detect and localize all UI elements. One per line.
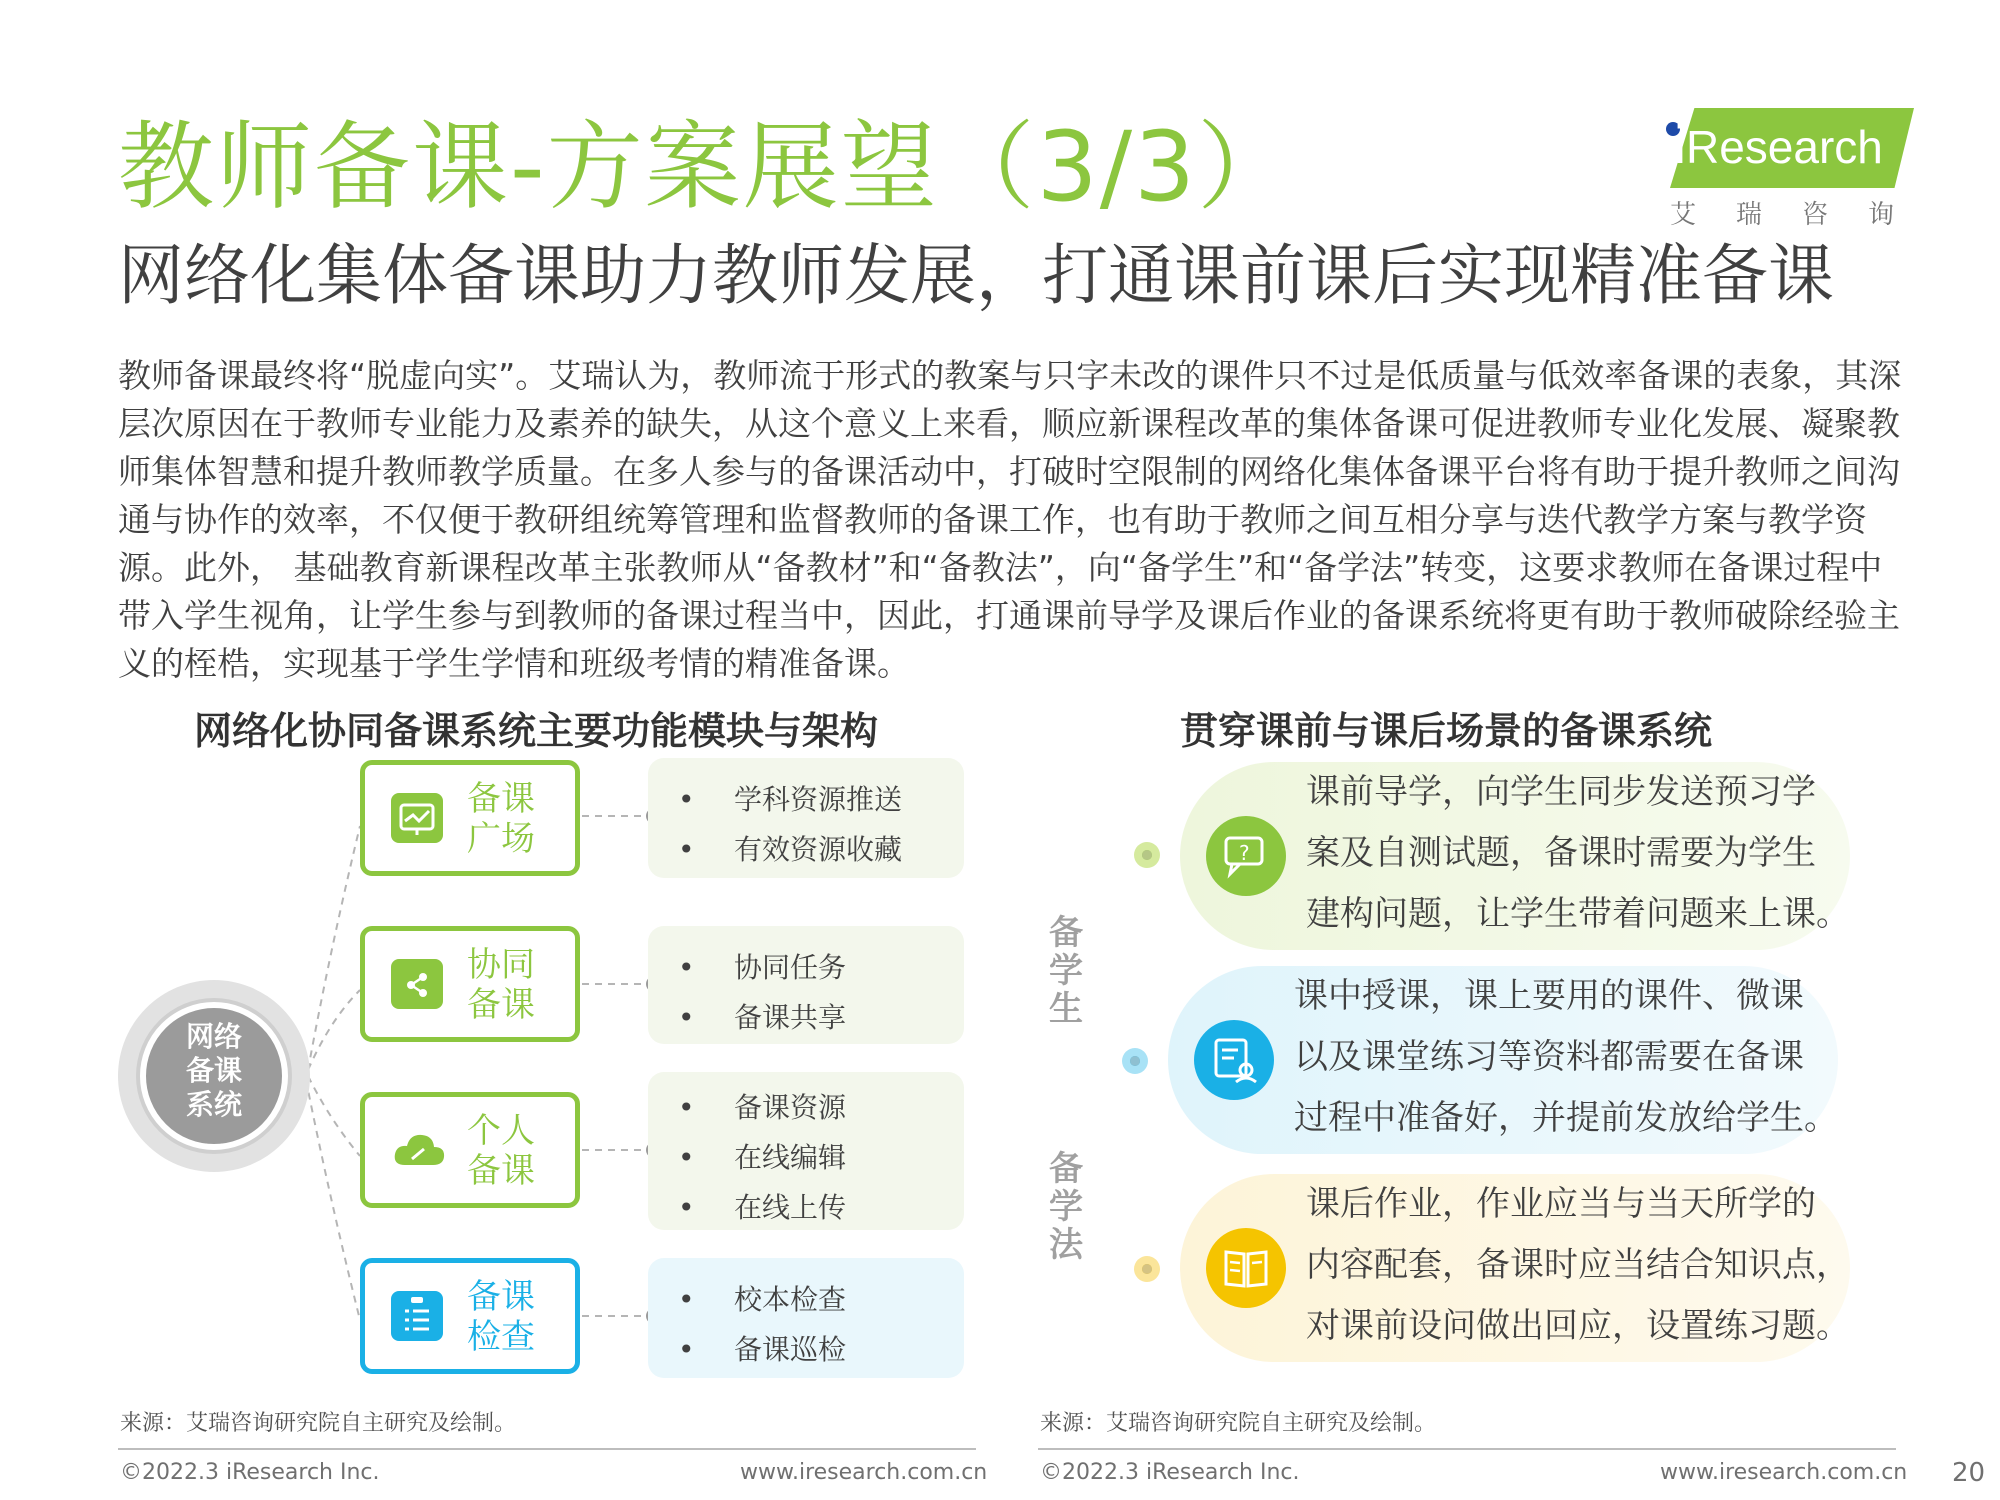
feature-panel-3: [648, 1072, 964, 1230]
scene-marker-dot: [1134, 842, 1160, 868]
feature-panel-4: [648, 1258, 964, 1378]
scene-after-class: [1180, 1174, 1850, 1362]
scene-in-class: [1168, 966, 1838, 1154]
monitor-chart-icon: [391, 793, 443, 843]
scene-pre-class: [1180, 762, 1850, 950]
question-chat-icon: [1206, 816, 1286, 896]
logo-word: iResearch: [1674, 115, 1883, 175]
module-label: 协同 备课: [467, 945, 535, 1025]
homework-book-icon: [1206, 1228, 1286, 1308]
connector-hub-3: [308, 1076, 360, 1156]
left-source-note: 来源：艾瑞咨询研究院自主研究及绘制。: [120, 1411, 517, 1436]
footer-website-right: www.iresearch.com.cn: [1660, 1460, 1908, 1485]
footer-divider-left: [118, 1448, 976, 1450]
module-label: 备课 检查: [467, 1277, 535, 1357]
cloud-edit-icon: [391, 1125, 443, 1175]
module-lesson-plaza: [360, 760, 580, 876]
feature-item: • 在线编辑: [678, 1141, 847, 1174]
module-label: 备课 广场: [467, 779, 535, 859]
page-number: 20: [1952, 1458, 1986, 1488]
connector-hub-1: [308, 826, 360, 1070]
feature-panel-2: [648, 926, 964, 1044]
svg-text:?: ?: [1239, 841, 1250, 865]
feature-item: • 学科资源推送: [678, 783, 903, 816]
footer-website-left: www.iresearch.com.cn: [740, 1460, 988, 1485]
teaching-board-icon: [1194, 1020, 1274, 1100]
feature-item: • 备课巡检: [678, 1333, 847, 1366]
connector-hub-4: [306, 1080, 360, 1320]
scene-text: 课前导学，向学生同步发送预习学 案及自测试题，备课时需要为学生 建构问题，让学生带着问题来上课。: [1306, 772, 1850, 934]
feature-item: • 校本检查: [678, 1283, 847, 1316]
scene-marker-dot: [1134, 1256, 1160, 1282]
right-section-title: 贯穿课前与课后场景的备课系统: [1180, 709, 1713, 753]
body-paragraph: 教师备课最终将“脱虚向实”。艾瑞认为，教师流于形式的教案与只字未改的课件只不过是低质量与低效率备课的表象，其深层次原因在于教师专业能力及素养的缺失，从这个意义上来看，顺应新课程改革的集体备课可促进教师专业化发展、凝聚教师集体智慧和提升教师教学质量。在多人参与的备课活动中，打破时空限制的网络化集体备课平台将有助于提升教师之间沟通与协作的效率，不仅便于教研组统筹管理和监督教师的备课工作，也有助于教师之间互相分享与迭代教学方案与教学资源。此外， 基础教育新课程改革主张教师从“备教材”和“备教法”，向“备学生”和“备学法”转变，这要求教师在备课过程中带入学生视角，让学生参与到教师的备课过程当中，因此，打通课前导学及课后作业的备课系统将更有助于教师破除经验主义的桎梏，实现基于学生学情和班级考情的精准备课。: [118, 356, 1902, 683]
left-section-title: 网络化协同备课系统主要功能模块与架构: [194, 709, 879, 753]
page-title: 教师备课-方案展望（3/3）: [118, 111, 1296, 223]
side-label-prepare-methods: 备 学 法: [1049, 1149, 1083, 1265]
clipboard-check-icon: [391, 1291, 443, 1341]
scene-text: 课后作业，作业应当与当天所学的 内容配套，备课时应当结合知识点， 对课前设问做出回应，设置练习题。: [1306, 1184, 1850, 1346]
side-label-prepare-students: 备 学 生: [1049, 913, 1083, 1029]
feature-panel-1: [648, 758, 964, 878]
scene-marker-dot: [1122, 1048, 1148, 1074]
module-label: 个人 备课: [467, 1111, 535, 1191]
footer-copyright-left: ©2022.3 iResearch Inc.: [120, 1460, 380, 1485]
feature-item: • 备课资源: [678, 1091, 847, 1124]
module-personal-prep: [360, 1092, 580, 1208]
feature-item: • 有效资源收藏: [678, 833, 903, 866]
module-collaborative-prep: [360, 926, 580, 1042]
feature-item: • 备课共享: [678, 1001, 847, 1034]
hub-label: 网络 备课 系统: [185, 1020, 242, 1121]
feature-item: • 协同任务: [678, 951, 847, 984]
right-source-note: 来源：艾瑞咨询研究院自主研究及绘制。: [1040, 1411, 1437, 1436]
folder-share-icon: [391, 959, 443, 1009]
page-subtitle: 网络化集体备课助力教师发展，打通课前课后实现精准备课: [118, 237, 1834, 314]
feature-item: • 在线上传: [678, 1191, 847, 1224]
scene-text: 课中授课，课上要用的课件、微课 以及课堂练习等资料都需要在备课 过程中准备好，并提前发放给学生。: [1294, 976, 1838, 1138]
logo-chinese: 艾瑞咨询: [1670, 200, 1935, 230]
footer-copyright-right: ©2022.3 iResearch Inc.: [1040, 1460, 1300, 1485]
module-prep-inspection: [360, 1258, 580, 1374]
footer-divider-right: [1038, 1448, 1896, 1450]
